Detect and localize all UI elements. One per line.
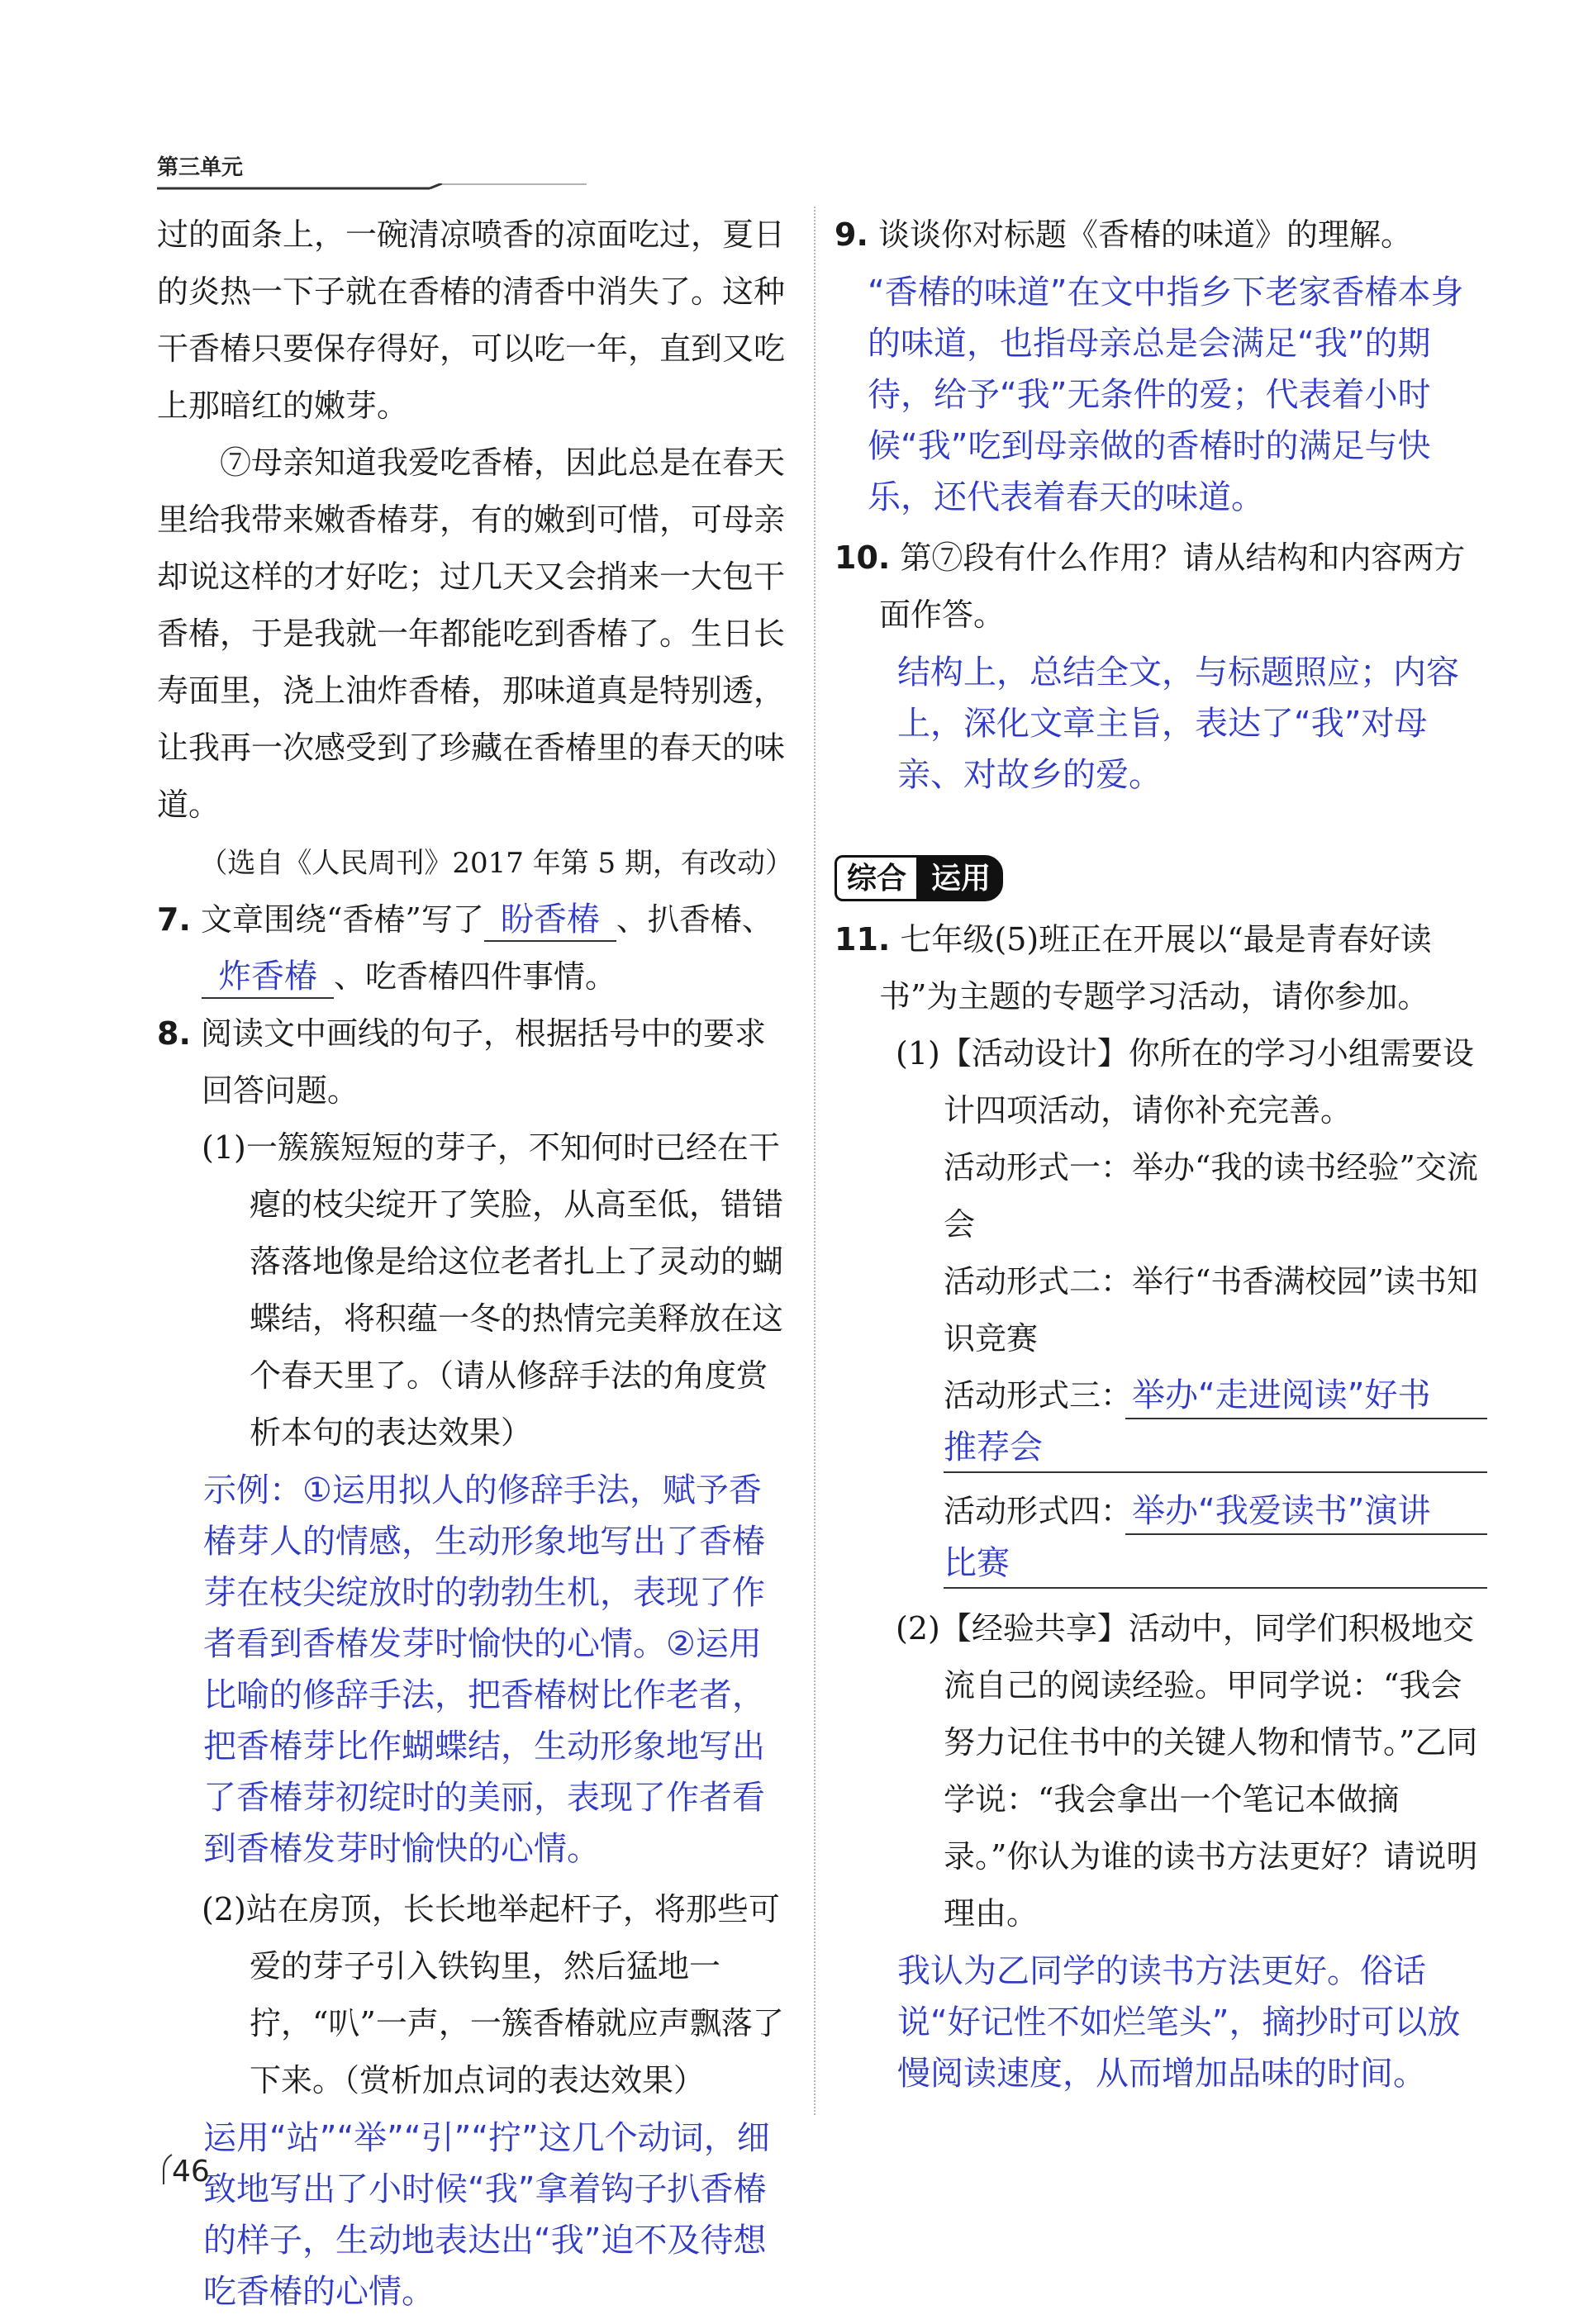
passage-paragraph-7: ⑦母亲知道我爱吃香椿，因此总是在春天里给我带来嫩香椿芽，有的嫩到可惜，可母亲却说这样的才好吃；过几天又会捎来一大包干香椿，于是我就一年都能吃到香椿了。生日长寿面里，浇上油炸香椿，那味道真是特别透，让我再一次感受到了珍藏在香椿里的春天的味道。: [157, 444, 786, 823]
unit-title: 第三单元: [157, 155, 244, 180]
question-8: [157, 1005, 793, 1119]
section-badge-part-1: 综合: [835, 855, 919, 901]
question-10-text: 第⑦段有什么作用？请从结构和内容两方面作答。: [879, 539, 1466, 633]
passage-source: （选自《人民周刊》2017 年第 5 期，有改动）: [199, 847, 793, 880]
section-badge-part-2: 运用: [919, 855, 1003, 901]
question-7-number: 7.: [157, 901, 191, 938]
question-10-answer: 结构上，总结全文，与标题照应；内容上，深化文章主旨，表达了“我”对母亲、对故乡的爱。: [897, 653, 1459, 794]
question-11-sub-2: (2)【经验共享】活动中，同学们积极地交流自己的阅读经验。甲同学说：“我会努力记住书中的关键人物和情节。”乙同学说：“我会拿出一个笔记本做摘录。”你认为谁的读书方法更好？请说明理由。: [896, 1610, 1478, 1932]
right-column: [835, 207, 1487, 2106]
question-9-number: 9.: [835, 216, 868, 253]
question-8-sub-1: (1)一簇簇短短的芽子，不知何时已经在干瘪的枝尖绽开了笑脸，从高至低，错错落落地像是给这位老者扎上了灵动的蝴蝶结，将积蕴一冬的热情完美释放在这个春天里了。（请从修辞手法的角度赏析本句的表达效果）: [202, 1129, 784, 1451]
question-7-blank-1[interactable]: 盼香椿: [484, 899, 616, 942]
activity-3-answer-b[interactable]: 推荐会: [944, 1428, 1043, 1466]
activity-4-answer-a[interactable]: 举办“我爱读书”演讲: [1132, 1492, 1431, 1530]
question-8-answer-1: 示例：①运用拟人的修辞手法，赋予香椿芽人的情感，生动形象地写出了香椿芽在枝尖绽放时的勃勃生机，表现了作者看到香椿发芽时愉快的心情。②运用比喻的修辞手法，把香椿树比作老者，把香椿芽比作蝴蝶结，生动形象地写出了香椿芽初绽时的美丽，表现了作者看到香椿发芽时愉快的心情。: [203, 1471, 765, 1868]
activity-2: 活动形式二：举行“书香满校园”读书知识竞赛: [944, 1263, 1478, 1357]
question-11-number: 11.: [835, 921, 891, 958]
left-column: [157, 207, 793, 2324]
question-9-text: 谈谈你对标题《香椿的味道》的理解。: [877, 216, 1412, 253]
question-8-text: 阅读文中画线的句子，根据括号中的要求回答问题。: [200, 1015, 766, 1109]
activity-3: [835, 1367, 1487, 1473]
question-9: [835, 207, 1487, 264]
question-7-text-b: 、扒香椿、: [616, 901, 773, 938]
page-number: 46: [172, 2155, 210, 2189]
question-8-answer-2: 运用“站”“举”“引”“拧”这几个动词，细致地写出了小时候“我”拿着钩子扒香椿的样子，生动地表达出“我”迫不及待想吃香椿的心情。: [203, 2119, 770, 2311]
question-8-number: 8.: [157, 1015, 191, 1052]
header-rule: [157, 183, 587, 190]
question-9-answer: “香椿的味道”在文中指乡下老家香椿本身的味道，也指母亲总是会满足“我”的期待，给予“我”无条件的爱；代表着小时候“我”吃到母亲做的香椿时的满足与快乐，还代表着春天的味道。: [868, 273, 1464, 516]
question-10-number: 10.: [835, 539, 891, 576]
column-divider: [814, 207, 816, 2115]
question-8-sub-2: (2)站在房顶，长长地举起杆子，将那些可爱的芽子引入铁钩里，然后猛地一拧，“叭”一声，一簇香椿就应声飘落了下来。（赏析加点词的表达效果）: [202, 1891, 784, 2098]
question-11: [835, 911, 1487, 1025]
question-7-blank-2[interactable]: 炸香椿: [202, 956, 334, 999]
question-7-text-c: 、吃香椿四件事情。: [334, 958, 617, 995]
passage-paragraph-continued: 过的面条上，一碗清凉喷香的凉面吃过，夏日的炎热一下子就在香椿的清香中消失了。这种干香椿只要保存得好，可以吃一年，直到又吃上那暗红的嫩芽。: [157, 216, 786, 424]
question-10: [835, 530, 1487, 644]
question-7: [157, 891, 793, 1005]
activity-3-answer-a[interactable]: 举办“走进阅读”好书: [1132, 1376, 1431, 1414]
question-11-sub-1: (1)【活动设计】你所在的学习小组需要设计四项活动，请你补充完善。: [896, 1035, 1474, 1129]
section-badge: [835, 855, 1003, 901]
activity-4-label: 活动形式四：: [944, 1493, 1133, 1529]
question-11-text: 七年级(5)班正在开展以“最是青春好读书”为主题的专题学习活动，请你参加。: [879, 921, 1432, 1015]
activity-4: [835, 1483, 1487, 1589]
question-7-text-a: 文章围绕“香椿”写了: [200, 901, 484, 938]
activity-1: 活动形式一：举办“我的读书经验”交流会: [944, 1149, 1478, 1243]
activity-4-answer-b[interactable]: 比赛: [944, 1544, 1010, 1582]
question-11-answer-2: 我认为乙同学的读书方法更好。俗话说“好记性不如烂笔头”，摘抄时可以放慢阅读速度，从而增加品味的时间。: [897, 1952, 1461, 2093]
activity-3-label: 活动形式三：: [944, 1377, 1133, 1414]
activity-4-underline-2: [944, 1587, 1487, 1589]
